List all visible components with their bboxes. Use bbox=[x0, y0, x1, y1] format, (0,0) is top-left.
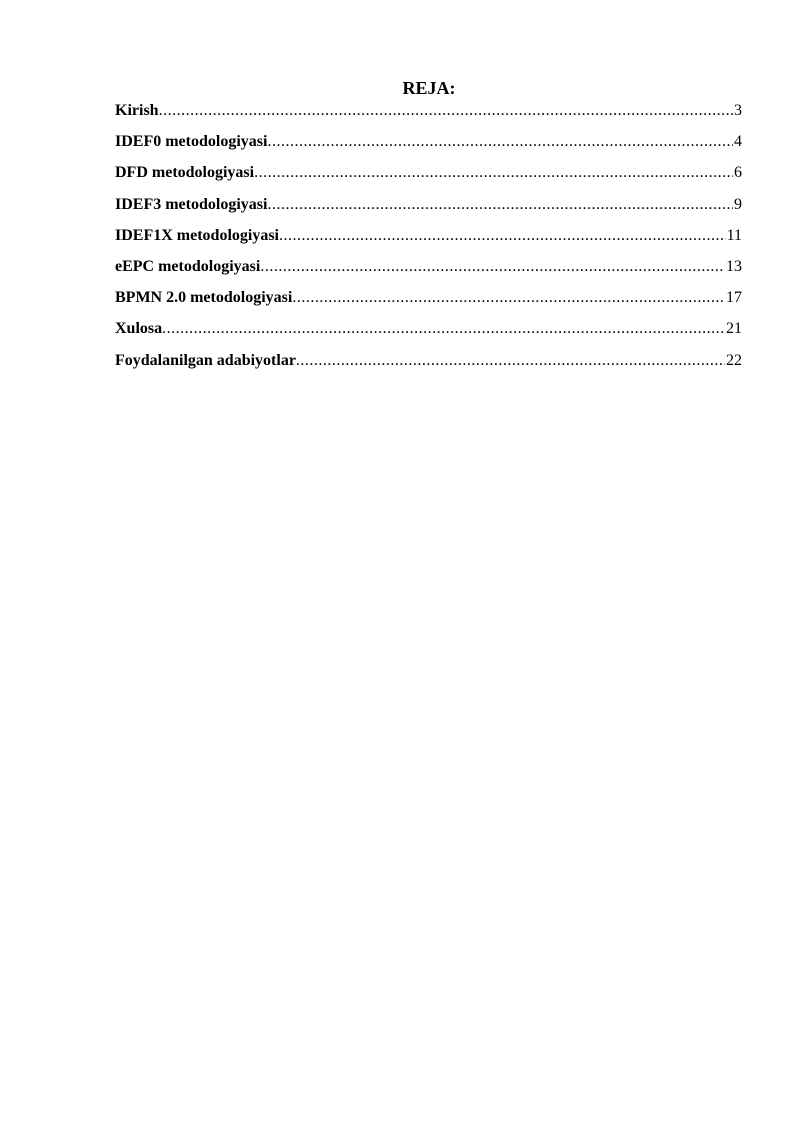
toc-entry-references bbox=[115, 350, 742, 381]
toc-page-number: 6 bbox=[734, 164, 742, 182]
toc-dot-leader bbox=[267, 194, 733, 216]
toc-entry-label: IDEF1X metodologiyasi bbox=[115, 226, 279, 244]
toc-entry-label: Kirish bbox=[115, 102, 159, 119]
toc-entry-eepc bbox=[115, 256, 742, 287]
toc-page-number: 21 bbox=[726, 320, 742, 338]
toc-entry-idef0 bbox=[115, 131, 742, 162]
toc-entry-label: IDEF0 metodologiyasi bbox=[115, 133, 268, 151]
toc-dot-leader bbox=[267, 131, 733, 153]
toc-entry-xulosa bbox=[115, 318, 742, 349]
toc-entry-label: DFD metodologiyasi bbox=[115, 164, 255, 182]
toc-dot-leader bbox=[159, 100, 733, 122]
toc-entry-label: IDEF3 metodologiyasi bbox=[115, 195, 268, 213]
toc-dot-leader bbox=[292, 287, 725, 309]
toc-page-number: 13 bbox=[726, 257, 742, 275]
toc-entry-kirish bbox=[115, 100, 742, 131]
toc-dot-leader bbox=[254, 162, 733, 184]
toc-page-number: 22 bbox=[726, 351, 742, 369]
toc-page-number: 9 bbox=[734, 195, 742, 213]
toc-dot-leader bbox=[162, 318, 725, 340]
toc-page-number: 11 bbox=[726, 226, 742, 244]
toc-entry-idef3 bbox=[115, 194, 742, 225]
toc-entry-label: eEPC metodologiyasi bbox=[115, 257, 261, 275]
toc-entry-label: Xulosa bbox=[115, 320, 163, 338]
toc-entry-dfd bbox=[115, 162, 742, 193]
toc-entry-idef1x bbox=[115, 225, 742, 256]
toc-dot-leader bbox=[296, 350, 725, 372]
toc-title: REJA: bbox=[402, 78, 456, 98]
toc-page-number: 3 bbox=[734, 102, 742, 119]
table-of-contents bbox=[115, 100, 742, 381]
toc-page-number: 4 bbox=[734, 133, 742, 151]
toc-entry-label: Foydalanilgan adabiyotlar bbox=[115, 351, 296, 369]
toc-entry-bpmn bbox=[115, 287, 742, 318]
toc-entry-label: BPMN 2.0 metodologiyasi bbox=[115, 289, 293, 307]
toc-dot-leader bbox=[279, 225, 726, 247]
toc-dot-leader bbox=[260, 256, 725, 278]
toc-page-number: 17 bbox=[726, 289, 742, 307]
